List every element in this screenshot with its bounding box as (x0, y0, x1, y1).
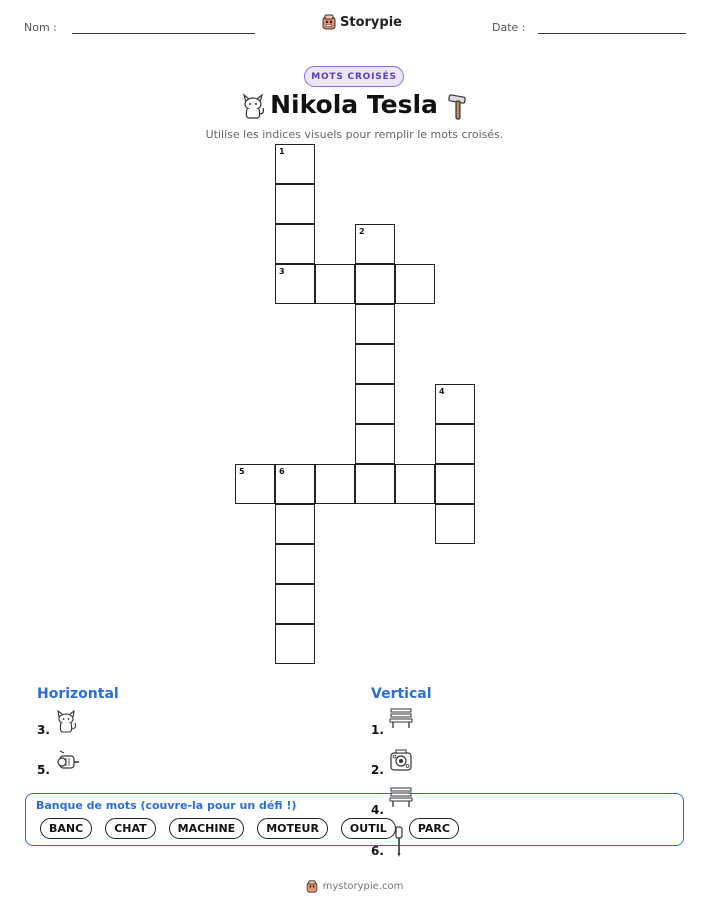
crossword-cell[interactable] (355, 464, 395, 504)
crossword-cell[interactable] (275, 144, 315, 184)
crossword-cell[interactable] (395, 264, 435, 304)
crossword-cell[interactable] (315, 464, 355, 504)
machine-icon (388, 748, 414, 774)
date-label: Date : (492, 21, 526, 34)
crossword-cell[interactable] (355, 304, 395, 344)
crossword-cell[interactable] (235, 464, 275, 504)
crossword-cell[interactable] (395, 464, 435, 504)
footer (0, 880, 709, 893)
cat-icon (240, 92, 266, 120)
crossword-cell[interactable] (435, 424, 475, 464)
crossword-cell[interactable] (275, 184, 315, 224)
motor-icon (55, 749, 81, 775)
instructions: Utilise les indices visuels pour remplir le mots croisés. (205, 128, 504, 141)
footer-url: mystorypie.com (322, 881, 404, 892)
crossword-cell[interactable] (435, 384, 475, 424)
name-label: Nom : (24, 21, 57, 34)
bench-icon (388, 784, 414, 810)
date-field-line[interactable] (538, 33, 686, 34)
crossword-cell[interactable] (275, 544, 315, 584)
word-chip: OUTIL (341, 818, 396, 839)
clue-number: 3 (279, 267, 285, 276)
crossword-cell[interactable] (275, 624, 315, 664)
storypie-mascot-icon (306, 880, 318, 893)
crossword-cell[interactable] (435, 464, 475, 504)
vertical-clue-number: 1. (371, 723, 384, 737)
word-chip: CHAT (105, 818, 155, 839)
crossword-cell[interactable] (355, 344, 395, 384)
vertical-clue-number: 2. (371, 763, 384, 777)
crossword-cell[interactable] (275, 224, 315, 264)
horizontal-clue-number: 5. (37, 763, 50, 777)
brand-name: Storypie (340, 14, 402, 30)
word-chip: MOTEUR (257, 818, 328, 839)
puzzle-type-badge: MOTS CROISÉS (304, 66, 404, 87)
page-title: Nikola Tesla (270, 90, 438, 119)
screwdriver-icon (389, 826, 409, 858)
clue-number: 6 (279, 467, 285, 476)
word-chip: MACHINE (169, 818, 245, 839)
crossword-cell[interactable] (355, 424, 395, 464)
vertical-clue-number: 6. (371, 844, 384, 858)
hammer-icon (446, 93, 470, 121)
brand-logo (322, 14, 402, 30)
crossword-cell[interactable] (275, 504, 315, 544)
clue-number: 5 (239, 467, 245, 476)
crossword-cell[interactable] (355, 384, 395, 424)
crossword-cell[interactable] (275, 584, 315, 624)
word-chip: BANC (40, 818, 92, 839)
clue-number: 4 (439, 387, 445, 396)
crossword-cell[interactable] (355, 224, 395, 264)
crossword-cell[interactable] (275, 264, 315, 304)
crossword-cell[interactable] (315, 264, 355, 304)
bench-icon (388, 705, 414, 731)
crossword-cell[interactable] (275, 464, 315, 504)
cat-icon (53, 708, 79, 734)
vertical-clue-number: 4. (371, 803, 384, 817)
storypie-mascot-icon (322, 14, 336, 30)
clue-number: 1 (279, 147, 285, 156)
vertical-heading: Vertical (371, 686, 432, 702)
horizontal-clue-number: 3. (37, 723, 50, 737)
clue-number: 2 (359, 227, 365, 236)
word-bank-title: Banque de mots (couvre-la pour un défi !) (36, 799, 297, 812)
crossword-cell[interactable] (435, 504, 475, 544)
crossword-cell[interactable] (355, 264, 395, 304)
horizontal-heading: Horizontal (37, 686, 119, 702)
name-field-line[interactable] (72, 33, 255, 34)
word-chip: PARC (409, 818, 459, 839)
word-bank (25, 793, 684, 846)
